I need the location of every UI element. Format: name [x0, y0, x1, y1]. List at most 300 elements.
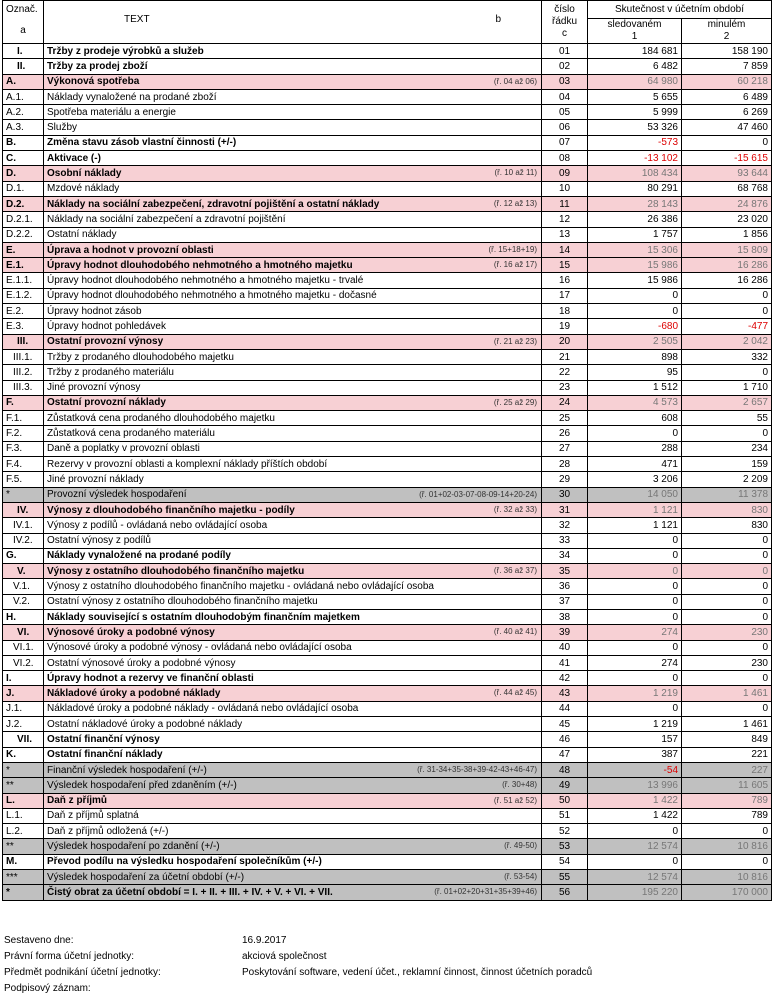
row-formula: (ř. 36 až 37): [493, 566, 537, 576]
table-row: [3, 349, 772, 364]
header-minul-label: minulém: [707, 19, 746, 30]
value-previous: 221: [682, 747, 772, 762]
table-row: [3, 304, 772, 319]
row-number: 24: [542, 395, 588, 410]
table-row: [3, 808, 772, 823]
row-code: A.: [3, 74, 44, 89]
row-number: 05: [542, 105, 588, 120]
row-code: IV.2.: [3, 533, 44, 548]
value-previous: 0: [682, 533, 772, 548]
row-code: M.: [3, 854, 44, 869]
row-number: 19: [542, 319, 588, 334]
row-text-cell: [44, 304, 542, 319]
row-text: Ostatní provozní náklady: [47, 397, 166, 409]
table-row: [3, 655, 772, 670]
row-number: 30: [542, 487, 588, 502]
table-row: [3, 548, 772, 563]
value-current: 1 121: [588, 502, 682, 517]
row-text: Daň z příjmů odložená (+/-): [47, 825, 169, 837]
row-text-cell: [44, 885, 542, 900]
table-row: [3, 59, 772, 74]
row-code: V.1.: [3, 579, 44, 594]
table-row: [3, 120, 772, 135]
table-row: [3, 824, 772, 839]
value-previous: 0: [682, 548, 772, 563]
row-code: K.: [3, 747, 44, 762]
row-text: Výsledek hospodaření před zdaněním (+/-): [47, 779, 237, 791]
value-current: 15 986: [588, 273, 682, 288]
row-number: 13: [542, 227, 588, 242]
row-text-cell: [44, 808, 542, 823]
row-text: Spotřeba materiálu a energie: [47, 106, 176, 118]
value-current: 0: [588, 564, 682, 579]
value-previous: 227: [682, 762, 772, 777]
row-text: Daň z příjmů splatná: [47, 810, 139, 822]
value-current: 195 220: [588, 885, 682, 900]
row-number: 03: [542, 74, 588, 89]
header-text-label: TEXT: [124, 14, 150, 25]
value-current: 0: [588, 426, 682, 441]
row-code: E.2.: [3, 304, 44, 319]
value-previous: 10 816: [682, 839, 772, 854]
row-code: IV.: [3, 502, 44, 517]
table-row: [3, 717, 772, 732]
header-oznac: [3, 1, 44, 44]
income-statement: [2, 0, 771, 901]
row-text-cell: [44, 212, 542, 227]
row-number: 49: [542, 778, 588, 793]
value-previous: 1 461: [682, 686, 772, 701]
row-text: Úpravy hodnot dlouhodobého nehmotného a hmotného majetku - dočasné: [47, 290, 377, 302]
row-number: 12: [542, 212, 588, 227]
table-row: [3, 212, 772, 227]
value-previous: -477: [682, 319, 772, 334]
row-number: 50: [542, 793, 588, 808]
row-number: 33: [542, 533, 588, 548]
row-code: A.3.: [3, 120, 44, 135]
row-text-cell: [44, 502, 542, 517]
header-oznac-label: Označ.: [6, 4, 38, 15]
value-current: -680: [588, 319, 682, 334]
table-row: [3, 778, 772, 793]
footer: [4, 933, 764, 997]
table-row: [3, 487, 772, 502]
table-row: [3, 74, 772, 89]
value-current: 15 986: [588, 258, 682, 273]
value-previous: 0: [682, 564, 772, 579]
row-number: 20: [542, 334, 588, 349]
row-text: Tržby z prodaného dlouhodobého majetku: [47, 351, 234, 363]
value-current: 898: [588, 349, 682, 364]
row-text-cell: [44, 747, 542, 762]
row-text: Výkonová spotřeba: [47, 76, 140, 88]
table-row: [3, 334, 772, 349]
table-row: [3, 839, 772, 854]
value-current: 1 757: [588, 227, 682, 242]
row-code: V.: [3, 564, 44, 579]
table-row: [3, 365, 772, 380]
row-number: 26: [542, 426, 588, 441]
row-number: 31: [542, 502, 588, 517]
value-current: 0: [588, 533, 682, 548]
row-number: 40: [542, 640, 588, 655]
table-row: [3, 273, 772, 288]
row-number: 07: [542, 135, 588, 150]
row-number: 22: [542, 365, 588, 380]
table-row: [3, 609, 772, 624]
row-text: Mzdové náklady: [47, 183, 120, 195]
row-code: J.2.: [3, 717, 44, 732]
value-previous: 159: [682, 457, 772, 472]
footer-row: [4, 981, 764, 997]
value-current: 4 573: [588, 395, 682, 410]
table-row: [3, 395, 772, 410]
row-number: 42: [542, 671, 588, 686]
footer-label: Právní forma účetní jednotky:: [4, 951, 135, 962]
row-text: Náklady na sociální zabezpečení, zdravotní pojištění a ostatní náklady: [47, 198, 380, 210]
row-number: 02: [542, 59, 588, 74]
row-text-cell: [44, 564, 542, 579]
value-previous: 16 286: [682, 273, 772, 288]
row-text: Náklady vynaložené na prodané podíly: [47, 550, 231, 562]
row-code: *: [3, 885, 44, 900]
table-row: [3, 472, 772, 487]
row-text-cell: [44, 472, 542, 487]
row-code: III.2.: [3, 365, 44, 380]
row-text: Výsledek hospodaření za účetní období (+/-): [47, 871, 245, 883]
table-row: [3, 242, 772, 257]
row-text: Úpravy hodnot dlouhodobého nehmotného a hmotného majetku: [47, 259, 353, 271]
row-text: Úpravy hodnot a rezervy ve finanční oblasti: [47, 672, 254, 684]
value-current: 53 326: [588, 120, 682, 135]
table-row: [3, 44, 772, 59]
row-text-cell: [44, 548, 542, 563]
value-previous: 1 710: [682, 380, 772, 395]
row-formula: (ř. 31-34+35-38+39-42-43+46-47): [417, 764, 537, 774]
row-number: 11: [542, 196, 588, 211]
row-code: **: [3, 839, 44, 854]
table-row: [3, 135, 772, 150]
value-current: -573: [588, 135, 682, 150]
value-current: 15 306: [588, 242, 682, 257]
row-code: C.: [3, 151, 44, 166]
table-row: [3, 671, 772, 686]
row-number: 10: [542, 181, 588, 196]
table-row: [3, 441, 772, 456]
row-code: D.2.1.: [3, 212, 44, 227]
row-text: Aktivace (-): [47, 152, 101, 164]
row-number: 35: [542, 564, 588, 579]
value-current: 1 512: [588, 380, 682, 395]
header-text-b: b: [495, 14, 501, 25]
row-text-cell: [44, 518, 542, 533]
value-previous: 789: [682, 793, 772, 808]
value-current: 0: [588, 824, 682, 839]
row-text: Ostatní provozní výnosy: [47, 336, 164, 348]
value-current: 5 999: [588, 105, 682, 120]
row-code: B.: [3, 135, 44, 150]
row-number: 17: [542, 288, 588, 303]
row-formula: (ř. 53-54): [504, 872, 537, 882]
header-minul-sub: 2: [723, 31, 730, 42]
value-current: 0: [588, 854, 682, 869]
value-previous: 11 378: [682, 487, 772, 502]
value-current: 0: [588, 548, 682, 563]
table-row: [3, 227, 772, 242]
row-text: Výnosy z podílů - ovládaná nebo ovládající osoba: [47, 519, 268, 531]
row-text: Úpravy hodnot pohledávek: [47, 320, 166, 332]
value-previous: 0: [682, 824, 772, 839]
table-row: [3, 747, 772, 762]
row-formula: (ř. 30+48): [502, 780, 537, 790]
header-sled: [588, 19, 682, 44]
row-text: Ostatní náklady: [47, 229, 117, 241]
value-current: -54: [588, 762, 682, 777]
row-text: Ostatní výnosy z ostatního dlouhodobého finančního majetku: [47, 596, 318, 608]
header-skutecnost: Skutečnost v účetním období: [588, 1, 772, 19]
row-text: Náklady související s ostatním dlouhodobým finančním majetkem: [47, 611, 360, 623]
row-code: D.2.: [3, 196, 44, 211]
row-number: 52: [542, 824, 588, 839]
row-code: III.1.: [3, 349, 44, 364]
row-text: Výsledek hospodaření po zdanění (+/-): [47, 841, 220, 853]
row-code: A.1.: [3, 89, 44, 104]
row-text: Změna stavu zásob vlastní činnosti (+/-): [47, 137, 237, 149]
value-previous: 1 856: [682, 227, 772, 242]
value-current: 387: [588, 747, 682, 762]
table-row: [3, 105, 772, 120]
table-row: [3, 166, 772, 181]
value-previous: 16 286: [682, 258, 772, 273]
row-text: Úpravy hodnot zásob: [47, 305, 142, 317]
row-number: 16: [542, 273, 588, 288]
row-text-cell: [44, 120, 542, 135]
table-row: [3, 533, 772, 548]
row-text-cell: [44, 181, 542, 196]
value-previous: 0: [682, 671, 772, 686]
value-current: 184 681: [588, 44, 682, 59]
header-cislo-line2: řádku: [551, 16, 577, 27]
row-number: 15: [542, 258, 588, 273]
value-previous: 6 269: [682, 105, 772, 120]
row-text-cell: [44, 242, 542, 257]
value-previous: 2 042: [682, 334, 772, 349]
value-current: 274: [588, 655, 682, 670]
row-text-cell: [44, 762, 542, 777]
table-row: [3, 518, 772, 533]
row-text-cell: [44, 839, 542, 854]
row-formula: (ř. 16 až 17): [493, 260, 537, 270]
row-text: Ostatní výnosy z podílů: [47, 535, 151, 547]
row-text: Výnosy z ostatního dlouhodobého finančního majetku: [47, 565, 305, 577]
row-text: Finanční výsledek hospodaření (+/-): [47, 764, 207, 776]
row-text-cell: [44, 258, 542, 273]
row-text: Náklady na sociální zabezpečení a zdravotní pojištění: [47, 213, 286, 225]
row-code: D.1.: [3, 181, 44, 196]
table-row: [3, 701, 772, 716]
row-formula: (ř. 40 až 41): [493, 627, 537, 637]
row-code: VI.1.: [3, 640, 44, 655]
row-number: 47: [542, 747, 588, 762]
row-text-cell: [44, 319, 542, 334]
row-code: D.: [3, 166, 44, 181]
row-code: L.: [3, 793, 44, 808]
row-text: Osobní náklady: [47, 168, 122, 180]
row-text-cell: [44, 411, 542, 426]
value-previous: 830: [682, 518, 772, 533]
value-previous: 68 768: [682, 181, 772, 196]
row-text: Náklady vynaložené na prodané zboží: [47, 91, 217, 103]
row-code: III.: [3, 334, 44, 349]
row-number: 55: [542, 870, 588, 885]
row-text: Výnosy z dlouhodobého finančního majetku - podíly: [47, 504, 295, 516]
row-formula: (ř. 51 až 52): [493, 795, 537, 805]
row-text-cell: [44, 288, 542, 303]
value-current: 1 219: [588, 717, 682, 732]
row-text: Tržby za prodej zboží: [47, 60, 148, 72]
value-current: 0: [588, 594, 682, 609]
footer-row: [4, 933, 764, 949]
row-number: 21: [542, 349, 588, 364]
row-text-cell: [44, 457, 542, 472]
row-formula: (ř. 21 až 23): [493, 336, 537, 346]
value-previous: 15 809: [682, 242, 772, 257]
value-previous: 0: [682, 426, 772, 441]
row-code: L.1.: [3, 808, 44, 823]
row-code: A.2.: [3, 105, 44, 120]
footer-label: Podpisový záznam:: [4, 983, 91, 994]
row-text: Výnosové úroky a podobné výnosy: [47, 626, 215, 638]
row-text: Ostatní výnosové úroky a podobné výnosy: [47, 657, 236, 669]
value-previous: -15 615: [682, 151, 772, 166]
header-minul: [682, 19, 772, 44]
row-formula: (ř. 01+02+20+31+35+39+46): [434, 887, 537, 897]
row-text-cell: [44, 74, 542, 89]
value-previous: 0: [682, 640, 772, 655]
value-current: 0: [588, 304, 682, 319]
row-text: Nákladové úroky a podobné náklady - ovládaná nebo ovládající osoba: [47, 703, 359, 715]
row-number: 18: [542, 304, 588, 319]
row-code: *: [3, 487, 44, 502]
row-code: H.: [3, 609, 44, 624]
row-text: Služby: [47, 122, 78, 134]
table-row: [3, 686, 772, 701]
row-text-cell: [44, 426, 542, 441]
row-number: 27: [542, 441, 588, 456]
value-previous: 93 644: [682, 166, 772, 181]
row-text-cell: [44, 334, 542, 349]
header-sled-label: sledovaném: [607, 19, 662, 30]
row-code: F.3.: [3, 441, 44, 456]
value-current: 0: [588, 579, 682, 594]
value-previous: 0: [682, 579, 772, 594]
table-row: [3, 564, 772, 579]
header-cislo-sub: c: [562, 28, 567, 39]
row-text-cell: [44, 365, 542, 380]
row-number: 08: [542, 151, 588, 166]
table-header: [3, 1, 772, 44]
value-previous: 0: [682, 365, 772, 380]
row-text: Zůstatková cena prodaného materiálu: [47, 428, 215, 440]
row-number: 43: [542, 686, 588, 701]
value-current: 471: [588, 457, 682, 472]
value-previous: 60 218: [682, 74, 772, 89]
table-row: [3, 258, 772, 273]
value-previous: 789: [682, 808, 772, 823]
value-current: 1 422: [588, 793, 682, 808]
table-row: [3, 457, 772, 472]
row-number: 56: [542, 885, 588, 900]
row-code: IV.1.: [3, 518, 44, 533]
row-text-cell: [44, 44, 542, 59]
table-row: [3, 885, 772, 900]
value-current: 0: [588, 288, 682, 303]
row-text-cell: [44, 89, 542, 104]
row-number: 53: [542, 839, 588, 854]
header-text: [44, 1, 542, 44]
row-number: 28: [542, 457, 588, 472]
row-text: Úpravy hodnot dlouhodobého nehmotného a hmotného majetku - trvalé: [47, 275, 364, 287]
row-text-cell: [44, 854, 542, 869]
header-sled-sub: 1: [631, 31, 638, 42]
footer-value: akciová společnost: [242, 951, 327, 962]
row-text: Úprava a hodnot v provozní oblasti: [47, 244, 214, 256]
table-row: [3, 288, 772, 303]
table-row: [3, 411, 772, 426]
row-code: E.: [3, 242, 44, 257]
row-text-cell: [44, 349, 542, 364]
table-row: [3, 594, 772, 609]
row-text-cell: [44, 105, 542, 120]
value-previous: 0: [682, 609, 772, 624]
value-previous: 0: [682, 594, 772, 609]
value-previous: 47 460: [682, 120, 772, 135]
value-current: 274: [588, 625, 682, 640]
value-current: 288: [588, 441, 682, 456]
row-text: Rezervy v provozní oblasti a komplexní náklady příštích období: [47, 458, 328, 470]
row-text-cell: [44, 686, 542, 701]
table-row: [3, 732, 772, 747]
row-code: E.1.: [3, 258, 44, 273]
row-code: J.: [3, 686, 44, 701]
value-previous: 24 876: [682, 196, 772, 211]
value-current: 157: [588, 732, 682, 747]
value-current: 64 980: [588, 74, 682, 89]
table-row: [3, 870, 772, 885]
footer-row: [4, 949, 764, 965]
row-text: Ostatní finanční náklady: [47, 749, 163, 761]
footer-label: Sestaveno dne:: [4, 935, 74, 946]
row-text-cell: [44, 625, 542, 640]
row-number: 32: [542, 518, 588, 533]
row-number: 01: [542, 44, 588, 59]
row-text-cell: [44, 870, 542, 885]
header-cislo-line1: číslo: [554, 4, 575, 15]
row-number: 34: [542, 548, 588, 563]
table-body: [3, 44, 772, 901]
value-current: 12 574: [588, 870, 682, 885]
row-text: Převod podílu na výsledku hospodaření společníkům (+/-): [47, 856, 322, 868]
table-row: [3, 762, 772, 777]
value-current: 12 574: [588, 839, 682, 854]
value-previous: 830: [682, 502, 772, 517]
value-previous: 55: [682, 411, 772, 426]
row-code: I.: [3, 671, 44, 686]
row-formula: (ř. 15+18+19): [488, 244, 537, 254]
table-row: [3, 793, 772, 808]
value-previous: 0: [682, 304, 772, 319]
row-number: 51: [542, 808, 588, 823]
